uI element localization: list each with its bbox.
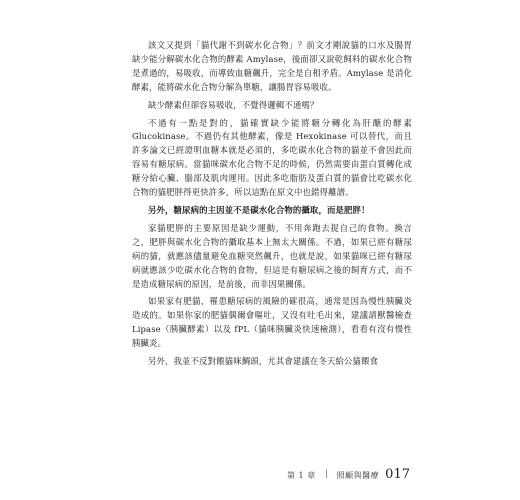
paragraph: 如果家有肥貓，罹患糖尿病的風險的確很高，通常是因為慢性胰臟炎造成的。如果你家的肥貓偶爾會嘔吐，又沒有吐毛出來，建議請獸醫檢查 Lipase（胰臟酵素）以及 fPL（貓咪胰臟炎快速檢測），看看有沒有慢性胰臟炎。	[132, 296, 412, 349]
footer-divider	[326, 469, 327, 478]
page-footer	[287, 467, 410, 482]
paragraph: 家貓肥胖的主要原因是缺少運動，不用奔跑去捉自己的食物。換言之，肥胖與碳水化合物的攝取基本上無太大關係。不過，如果已經有糖尿病的貓，就應該儘量避免血糖突然飆升，也就是說，如果貓咪已經有糖尿病就應該少吃碳水化合物的食物，但這是有糖尿病之後的飼育方式，而不是造成糖尿病的原因，是前後，而非因果關係。	[132, 222, 412, 289]
chapter-title: 照顧與醫療	[336, 471, 380, 480]
page-body	[132, 39, 412, 373]
emphasized-paragraph: 另外，糖尿病的主因並不是碳水化合物的攝取，而是肥胖！	[147, 204, 370, 215]
paragraph: 另外，我並不反對餵貓咪鯛頭，尤其會建議在冬天給公貓餵食	[147, 356, 379, 367]
paragraph: 該文又提到「貓代謝不到碳水化合物」？前文才剛說貓的口水及腸胃缺少能分解碳水化合物的酵素 Amylase，後面卻又說乾飼料的碳水化合物是煮過的，易吸收，而導致血糖飆升，完全是自相矛盾。Amylase 是消化酵素，能將碳水化合物分解為單糖，讓腸胃容易吸收。	[132, 40, 412, 92]
paragraph: 缺少酵素但卻容易吸收，不覺得邏輯不通嗎？	[147, 99, 319, 110]
chapter-label: 第 1 章	[286, 471, 316, 480]
page-number: 017	[385, 467, 410, 482]
paragraph: 不過有一點是對的，貓確實缺少能將糖分轉化為肝醣的酵素 Glucokinase。不過仍有其他酵素，像是 Hexokinase 可以替代，而且許多論文已經證明血糖本就是必須的，多吃碳水化合物的貓並不會因此而容易有糖尿病。當貓咪碳水化合物不足的時候，仍然需要由蛋白質轉化成糖分給心臟、腦部及肌肉運用。因此多吃脂肪及蛋白質的貓會比吃碳水化合物的貓肥胖得更快許多，所以這點在原文中也錯得離譜。	[132, 117, 412, 198]
